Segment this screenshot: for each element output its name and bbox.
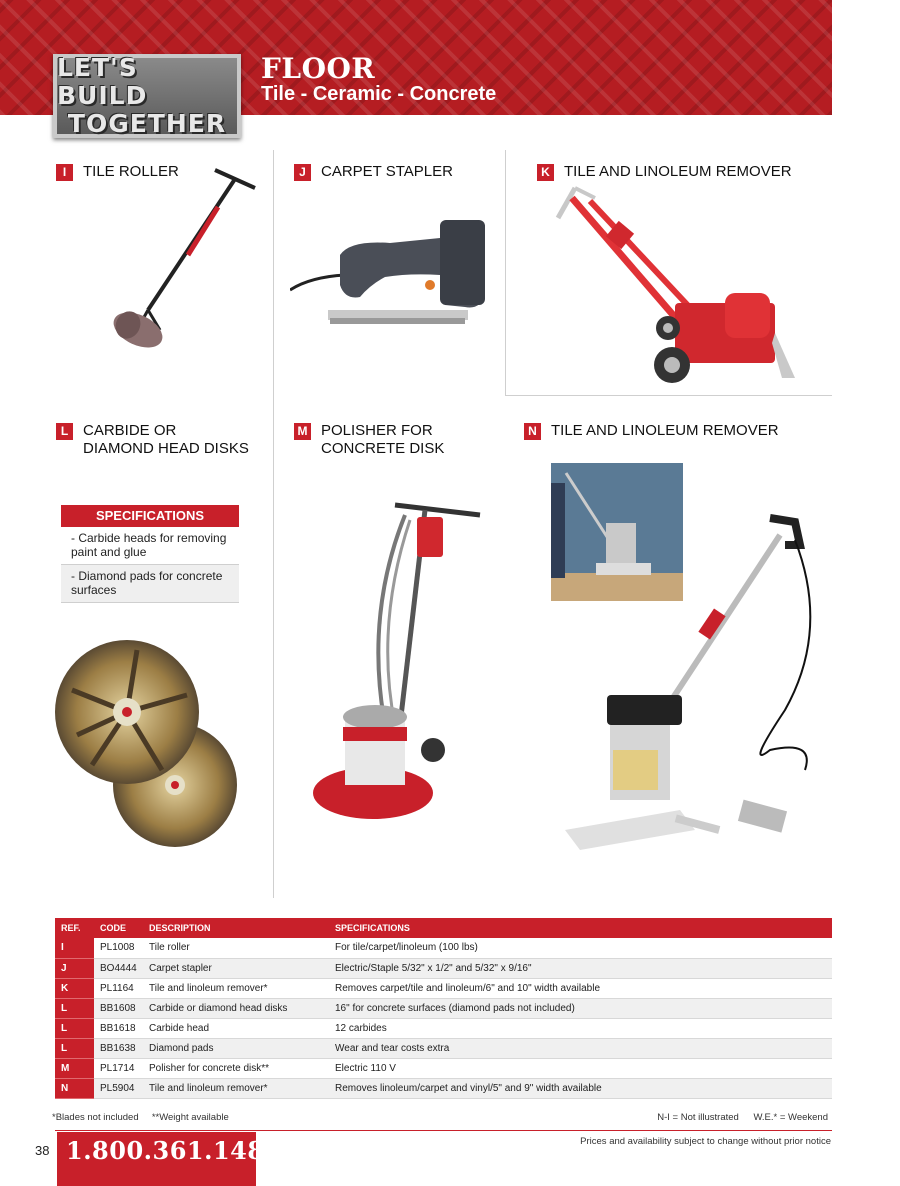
product-j-label bbox=[294, 163, 453, 181]
table-row bbox=[55, 978, 832, 998]
cell-code: BO4444 bbox=[94, 958, 143, 978]
table-row bbox=[55, 998, 832, 1018]
cell-ref: N bbox=[55, 1078, 94, 1098]
table-row bbox=[55, 1058, 832, 1078]
table-row bbox=[55, 1078, 832, 1098]
cell-specifications: Wear and tear costs extra bbox=[329, 1038, 832, 1058]
ref-badge: L bbox=[56, 423, 73, 440]
product-name: CARPET STAPLER bbox=[321, 163, 453, 180]
page-title: FLOOR bbox=[261, 52, 376, 85]
note-weight: **Weight available bbox=[151, 1112, 229, 1123]
col-ref-header: REF. bbox=[55, 918, 94, 938]
logo-line-2: TOGETHER bbox=[67, 109, 227, 138]
ref-badge: I bbox=[56, 164, 73, 181]
tile-roller-image bbox=[100, 160, 265, 360]
cell-ref: K bbox=[55, 978, 94, 998]
cell-specifications: 12 carbides bbox=[329, 1018, 832, 1038]
footnotes-left bbox=[52, 1112, 229, 1123]
logo-line-1: LET'S BUILD bbox=[57, 53, 148, 110]
phone-number: 1.800.361.1486 bbox=[66, 1136, 282, 1165]
specifications-box bbox=[61, 505, 239, 603]
cell-ref: L bbox=[55, 1018, 94, 1038]
ref-badge: J bbox=[294, 164, 311, 181]
product-table bbox=[55, 918, 832, 1099]
cell-ref: M bbox=[55, 1058, 94, 1078]
table-row bbox=[55, 1018, 832, 1038]
table-row bbox=[55, 958, 832, 978]
cell-code: BB1618 bbox=[94, 1018, 143, 1038]
lets-build-together-logo bbox=[53, 54, 241, 138]
cell-description: Carbide head bbox=[143, 1018, 329, 1038]
cell-ref: L bbox=[55, 1038, 94, 1058]
note-blades: *Blades not included bbox=[52, 1112, 139, 1123]
page-number: 38 bbox=[35, 1143, 50, 1158]
tile-remover-k-image bbox=[550, 183, 800, 388]
product-name: POLISHER FOR CONCRETE DISK bbox=[321, 422, 445, 457]
ref-badge: M bbox=[294, 423, 311, 440]
col-description-header: DESCRIPTION bbox=[143, 918, 329, 938]
cell-description: Tile roller bbox=[143, 938, 329, 958]
cell-specifications: Removes carpet/tile and linoleum/6" and 10" width available bbox=[329, 978, 832, 998]
product-name: TILE ROLLER bbox=[83, 163, 179, 180]
cell-specifications: Removes linoleum/carpet and vinyl/5" and 9" width available bbox=[329, 1078, 832, 1098]
product-m-label bbox=[294, 422, 444, 458]
ref-badge: K bbox=[537, 164, 554, 181]
spec-item: - Diamond pads for concrete surfaces bbox=[61, 565, 239, 603]
cell-code: BB1638 bbox=[94, 1038, 143, 1058]
ref-badge: N bbox=[524, 423, 541, 440]
cell-specifications: 16" for concrete surfaces (diamond pads not included) bbox=[329, 998, 832, 1018]
note-not-illustrated: N-I = Not illustrated bbox=[657, 1112, 739, 1123]
table-header-row bbox=[55, 918, 832, 938]
cell-ref: J bbox=[55, 958, 94, 978]
cell-description: Polisher for concrete disk** bbox=[143, 1058, 329, 1078]
carpet-stapler-image bbox=[290, 215, 500, 340]
cell-description: Carbide or diamond head disks bbox=[143, 998, 329, 1018]
product-l-label bbox=[56, 422, 249, 458]
concrete-polisher-image bbox=[305, 495, 485, 830]
cell-description: Diamond pads bbox=[143, 1038, 329, 1058]
cell-code: PL1164 bbox=[94, 978, 143, 998]
product-name: CARBIDE OR DIAMOND HEAD DISKS bbox=[83, 422, 249, 457]
product-name: TILE AND LINOLEUM REMOVER bbox=[564, 163, 792, 180]
cell-description: Tile and linoleum remover* bbox=[143, 1078, 329, 1098]
spec-item: - Carbide heads for removing paint and glue bbox=[61, 527, 239, 565]
cell-description: Tile and linoleum remover* bbox=[143, 978, 329, 998]
cell-ref: L bbox=[55, 998, 94, 1018]
cell-ref: I bbox=[55, 938, 94, 958]
cell-code: BB1608 bbox=[94, 998, 143, 1018]
footnotes-right bbox=[645, 1112, 828, 1123]
row-divider bbox=[505, 395, 832, 396]
col-specifications-header: SPECIFICATIONS bbox=[329, 918, 832, 938]
table-row bbox=[55, 1038, 832, 1058]
note-weekend: W.E.* = Weekend bbox=[753, 1112, 828, 1123]
cell-specifications: Electric 110 V bbox=[329, 1058, 832, 1078]
cell-specifications: For tile/carpet/linoleum (100 lbs) bbox=[329, 938, 832, 958]
table-row bbox=[55, 938, 832, 958]
cell-code: PL1714 bbox=[94, 1058, 143, 1078]
diamond-head-disks-image bbox=[52, 640, 242, 855]
cell-code: PL5904 bbox=[94, 1078, 143, 1098]
page-subtitle: Tile - Ceramic - Concrete bbox=[261, 83, 497, 105]
cell-specifications: Electric/Staple 5/32" x 1/2" and 5/32" x 9/16" bbox=[329, 958, 832, 978]
column-divider-1 bbox=[273, 150, 274, 898]
col-code-header: CODE bbox=[94, 918, 143, 938]
product-name: TILE AND LINOLEUM REMOVER bbox=[551, 422, 779, 439]
specifications-heading: SPECIFICATIONS bbox=[61, 505, 239, 527]
product-n-label bbox=[524, 422, 779, 440]
tile-remover-n-image bbox=[555, 510, 820, 860]
price-disclaimer: Prices and availability subject to change without prior notice bbox=[580, 1136, 831, 1147]
footer-rule bbox=[55, 1130, 832, 1131]
cell-code: PL1008 bbox=[94, 938, 143, 958]
column-divider-2 bbox=[505, 150, 506, 395]
cell-description: Carpet stapler bbox=[143, 958, 329, 978]
product-k-label bbox=[537, 163, 792, 181]
